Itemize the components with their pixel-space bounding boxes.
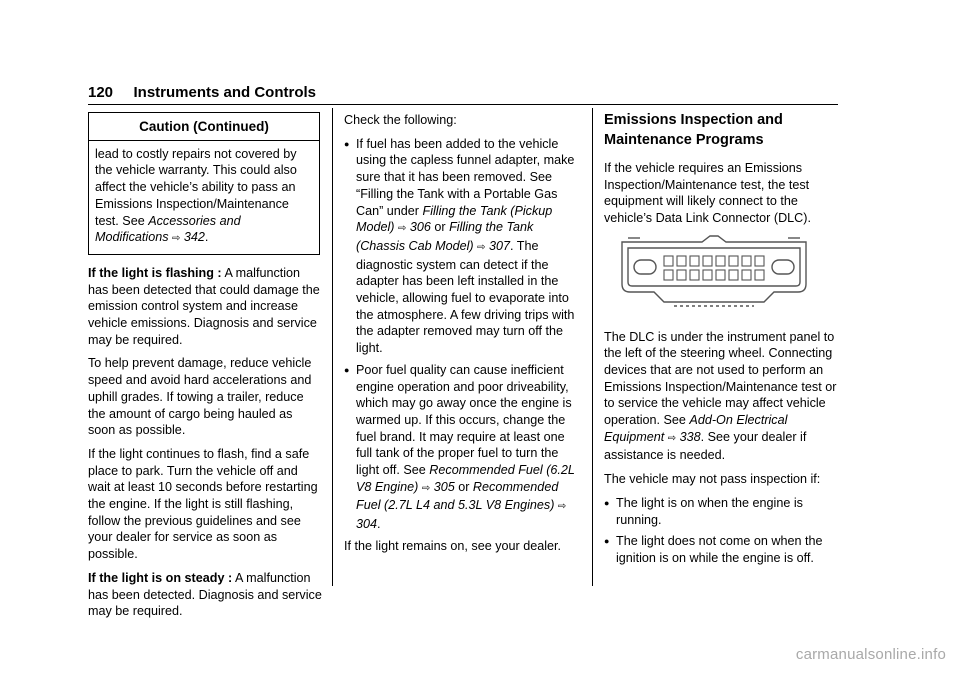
paragraph-text: . See your dealer if assistance is needed. bbox=[604, 429, 807, 463]
ref-page[interactable]: 338 bbox=[679, 429, 701, 444]
or-text: or bbox=[434, 220, 446, 235]
list-item bbox=[344, 136, 578, 357]
column-1 bbox=[88, 112, 322, 627]
dlc-connector-icon bbox=[614, 234, 814, 312]
paragraph-text: The DLC is under the instrument panel to the left of the steering wheel. Connecting devices that are not used to perform an Emissions Inspection/Maintenance test or to service the vehicle may affect vehicle operation. See bbox=[604, 329, 837, 428]
check-list bbox=[344, 136, 578, 533]
page-ref-arrow-icon: ⇨ bbox=[398, 223, 407, 235]
column-divider bbox=[592, 108, 593, 586]
ref-link[interactable]: Add-On Electrical Equipment bbox=[604, 413, 788, 444]
caution-ref-page[interactable]: 342 bbox=[183, 230, 205, 245]
flashing-text: A malfunction has been detected that could damage the emission control system and increase vehicle emissions. Diagnosis and service may be required. bbox=[88, 265, 320, 347]
or-text: or bbox=[458, 479, 470, 494]
ref-link[interactable]: Recommended Fuel (6.2L V8 Engine) bbox=[356, 463, 575, 494]
column-3 bbox=[604, 112, 840, 572]
flashing-paragraph bbox=[88, 265, 322, 349]
bullet-text: Poor fuel quality can cause inefficient engine operation and poor driveability, which may go away once the engine is warmed up. If this occurs, change the fuel brand. It may require at least one full tank of the proper fuel to turn the light off. See bbox=[356, 362, 572, 478]
page-number: 120 bbox=[88, 84, 114, 101]
inspection-list bbox=[604, 495, 840, 567]
emissions-heading: Emissions Inspection and Maintenance Programs bbox=[604, 112, 783, 148]
list-item: ● The light is on when the engine is running. bbox=[604, 495, 840, 528]
ref-page[interactable]: 305 bbox=[433, 479, 455, 494]
column-2 bbox=[344, 112, 578, 562]
dlc-location-paragraph bbox=[604, 329, 840, 465]
caution-text: lead to costly repairs not covered by the vehicle warranty. This could also affect the vehicle’s ability to pass an Emissions Inspection/Maintenance test. See bbox=[95, 146, 297, 228]
page-ref-arrow-icon: ⇨ bbox=[172, 233, 181, 245]
bullet-text: If fuel has been added to the vehicle using the capless funnel adapter, make sure that it has been removed. See “Filling the Tank with a Portable Gas Can” under bbox=[356, 136, 575, 218]
list-item bbox=[344, 362, 578, 533]
dlc-intro-paragraph: If the vehicle requires an Emissions Inspection/Maintenance test, the test equipment will likely connect to the vehicle’s Data Link Connector (DLC). bbox=[604, 161, 811, 226]
dlc-connector-illustration bbox=[614, 234, 840, 317]
flashing-lead: If the light is flashing : bbox=[88, 265, 222, 280]
steady-paragraph bbox=[88, 570, 322, 620]
steady-text: A malfunction has been detected. Diagnosis and service may be required. bbox=[88, 570, 322, 619]
watermark: carmanualsonline.info bbox=[795, 646, 946, 663]
page-ref-arrow-icon: ⇨ bbox=[667, 432, 677, 444]
list-item: ● The light does not come on when the ignition is on while the engine is off. bbox=[604, 533, 840, 566]
ref-link[interactable]: Filling the Tank (Pickup Model) bbox=[356, 203, 553, 235]
page-ref-arrow-icon: ⇨ bbox=[557, 501, 567, 513]
ref-link[interactable]: Filling the Tank (Chassis Cab Model) bbox=[356, 220, 534, 253]
section-title: Instruments and Controls bbox=[133, 84, 316, 101]
steady-lead: If the light is on steady : bbox=[88, 570, 233, 585]
caution-title: Caution (Continued) bbox=[89, 113, 319, 141]
column-divider bbox=[332, 108, 333, 586]
prevent-paragraph: To help prevent damage, reduce vehicle speed and avoid hard accelerations and uphill grades. If towing a trailer, reduce the amount of cargo being hauled as soon as possible. bbox=[88, 356, 312, 438]
ref-page[interactable]: 304 bbox=[356, 517, 378, 532]
header-rule bbox=[88, 104, 838, 105]
punctuation: . bbox=[377, 517, 381, 532]
page-ref-arrow-icon: ⇨ bbox=[477, 241, 486, 253]
caution-body bbox=[89, 141, 319, 254]
remains-on-paragraph: If the light remains on, see your dealer. bbox=[344, 538, 562, 553]
ref-link[interactable]: Recommended Fuel (2.7L L4 and 5.3L V8 Engines) bbox=[356, 479, 559, 513]
page-header bbox=[88, 84, 838, 102]
caution-box bbox=[88, 112, 320, 255]
caution-ref-link[interactable]: Accessories and Modifications bbox=[95, 213, 241, 245]
punctuation: . bbox=[204, 230, 209, 245]
page-ref-arrow-icon: ⇨ bbox=[421, 482, 431, 494]
ref-page[interactable]: 307 bbox=[488, 238, 510, 253]
ref-page[interactable]: 306 bbox=[409, 220, 431, 235]
check-intro: Check the following: bbox=[344, 113, 457, 127]
inspection-intro: The vehicle may not pass inspection if: bbox=[604, 472, 821, 487]
continues-paragraph: If the light continues to flash, find a safe place to park. Turn the vehicle off and wait at least 10 seconds before restarting the engine. If the light is still flashing, follow the previous guidelines and see your dealer for service as soon as possible. bbox=[88, 446, 318, 562]
bullet-text: . The diagnostic system can detect if the adapter has been left installed in the vehicle, allowing fuel to evaporate into the atmosphere. A few driving trips with the adapter removed may turn off the light. bbox=[356, 238, 575, 356]
